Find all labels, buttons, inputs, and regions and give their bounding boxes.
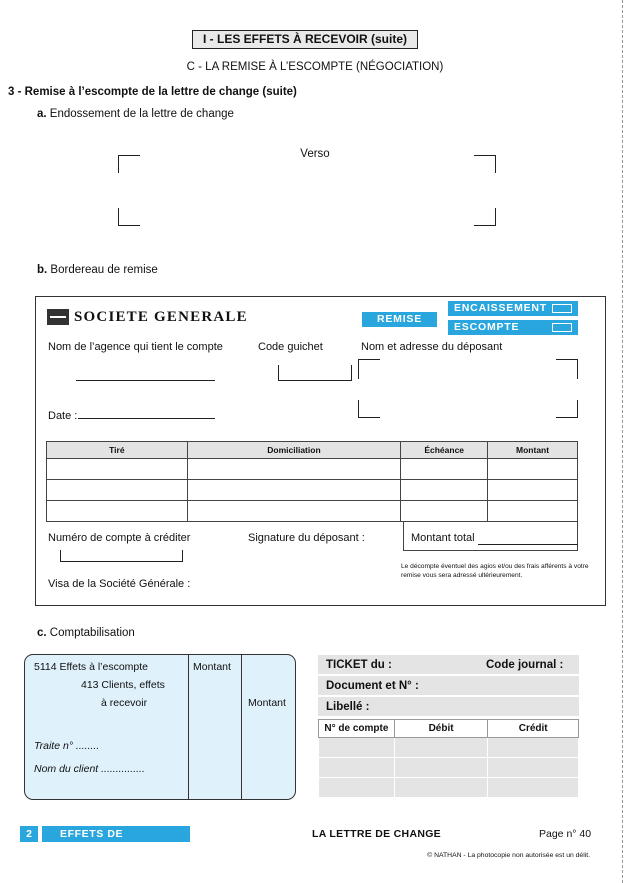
col-header-montant: Montant — [488, 442, 578, 459]
credit-account-line: 413 Clients, effets — [81, 679, 165, 691]
bank-name: SOCIETE GENERALE — [74, 309, 248, 325]
client-name-line: Nom du client ............... — [34, 763, 145, 775]
table-cell[interactable] — [319, 778, 395, 798]
table-cell[interactable] — [394, 778, 488, 798]
table-row — [319, 738, 579, 758]
table-cell[interactable] — [401, 501, 488, 522]
col-header-compte: N° de compte — [319, 720, 395, 738]
escompte-label: ESCOMPTE — [454, 321, 520, 333]
deposant-corner-top-left — [358, 359, 380, 379]
table-cell[interactable] — [394, 758, 488, 778]
montant-total-label: Montant total — [411, 532, 475, 544]
encaissement-checkbox[interactable] — [552, 304, 572, 313]
code-guichet-label: Code guichet — [258, 341, 323, 353]
table-cell[interactable] — [488, 459, 578, 480]
journal-divider-2 — [241, 655, 242, 800]
journal-divider-1 — [188, 655, 189, 800]
date-input-line[interactable] — [78, 418, 215, 419]
table-cell[interactable] — [187, 480, 401, 501]
ticket-grid-header — [319, 720, 579, 738]
table-cell[interactable] — [488, 480, 578, 501]
escompte-checkbox[interactable] — [552, 323, 572, 332]
debit-account-line: 5114 Effets à l’escompte — [34, 661, 149, 673]
table-cell[interactable] — [401, 459, 488, 480]
col-header-tire: Tiré — [47, 442, 188, 459]
agios-note: Le décompte éventuel des agios et/ou des frais afférents à votre remise vous sera adressé ultérieurement. — [401, 563, 589, 579]
chapter-number-badge: 2 — [20, 826, 38, 842]
debit-amount-label: Montant — [193, 661, 231, 673]
table-cell[interactable] — [488, 738, 579, 758]
verso-corner-top-right — [474, 155, 496, 173]
table-cell[interactable] — [401, 480, 488, 501]
subsection-c-letter: c. — [37, 627, 47, 639]
visa-label: Visa de la Société Générale : — [48, 578, 191, 590]
table-cell[interactable] — [488, 778, 579, 798]
page-subtitle: C - LA REMISE À L’ESCOMPTE (NÉGOCIATION) — [186, 61, 444, 73]
ticket-grid — [318, 719, 579, 798]
libelle-row — [318, 697, 579, 717]
table-cell[interactable] — [47, 459, 188, 480]
subsection-b-letter: b. — [37, 264, 48, 276]
agence-input-line[interactable] — [76, 380, 215, 381]
montant-total-input-line[interactable] — [478, 544, 578, 545]
table-cell[interactable] — [187, 459, 401, 480]
ticket-form — [318, 655, 579, 800]
code-journal-label: Code journal : — [486, 659, 564, 671]
remise-tag: REMISE — [362, 312, 437, 327]
remise-table-header — [47, 442, 578, 459]
ticket-date-label: TICKET du : — [326, 659, 392, 671]
traite-number-line: Traite n° ........ — [34, 740, 100, 752]
signature-label: Signature du déposant : — [248, 532, 365, 544]
verso-corner-bottom-left — [118, 208, 140, 226]
table-cell[interactable] — [47, 480, 188, 501]
credit-amount-label: Montant — [248, 697, 286, 709]
verso-label: Verso — [300, 148, 330, 160]
document-label: Document et N° : — [326, 680, 419, 692]
encaissement-label: ENCAISSEMENT — [454, 302, 548, 314]
table-cell[interactable] — [187, 501, 401, 522]
table-cell[interactable] — [47, 501, 188, 522]
subsection-a-text: Endossement de la lettre de change — [46, 108, 234, 120]
table-row — [319, 758, 579, 778]
table-row — [47, 480, 578, 501]
code-guichet-input[interactable] — [278, 365, 352, 381]
journal-entry-box — [24, 654, 296, 800]
table-cell[interactable] — [319, 758, 395, 778]
section-3-title: 3 - Remise à l’escompte de la lettre de change (suite) — [8, 86, 297, 98]
credit-account-line-2: à recevoir — [101, 697, 148, 709]
deposant-corner-top-right — [556, 359, 578, 379]
subsection-a-letter: a. — [37, 108, 47, 120]
page-edge-dashed-line — [622, 0, 623, 883]
document-row — [318, 676, 579, 696]
footer-center-title: LA LETTRE DE CHANGE — [312, 828, 441, 840]
table-cell[interactable] — [319, 738, 395, 758]
table-cell[interactable] — [488, 758, 579, 778]
col-header-echeance: Échéance — [401, 442, 488, 459]
deposant-corner-bottom-right — [556, 400, 578, 418]
subsection-a-heading — [37, 108, 234, 120]
section-title: I - LES EFFETS À RECEVOIR (suite) — [192, 30, 418, 49]
agence-label: Nom de l’agence qui tient le compte — [48, 341, 223, 353]
remise-table — [46, 441, 578, 522]
ticket-row — [318, 655, 579, 675]
table-row — [319, 778, 579, 798]
subsection-b-text: Bordereau de remise — [47, 264, 158, 276]
table-row — [47, 501, 578, 522]
chapter-title-badge: EFFETS DE COMMERCE — [42, 826, 190, 842]
table-cell[interactable] — [488, 501, 578, 522]
table-row — [47, 459, 578, 480]
subsection-c-heading — [37, 627, 135, 639]
page-number: Page n° 40 — [539, 828, 592, 840]
deposant-corner-bottom-left — [358, 400, 380, 418]
societe-generale-logo-icon — [47, 309, 69, 325]
copyright-notice: © NATHAN - La photocopie non autorisée est un délit. — [427, 852, 590, 859]
verso-corner-bottom-right — [474, 208, 496, 226]
subsection-c-text: Comptabilisation — [46, 627, 135, 639]
col-header-domiciliation: Domiciliation — [187, 442, 401, 459]
table-cell[interactable] — [394, 738, 488, 758]
date-label: Date : — [48, 410, 78, 422]
verso-corner-top-left — [118, 155, 140, 173]
col-header-debit: Débit — [394, 720, 488, 738]
subsection-b-heading — [37, 264, 158, 276]
col-header-credit: Crédit — [488, 720, 579, 738]
numero-compte-label: Numéro de compte à créditer — [48, 532, 191, 544]
deposant-label: Nom et adresse du déposant — [361, 341, 503, 353]
libelle-label: Libellé : — [326, 701, 370, 713]
numero-compte-input[interactable] — [60, 550, 183, 562]
